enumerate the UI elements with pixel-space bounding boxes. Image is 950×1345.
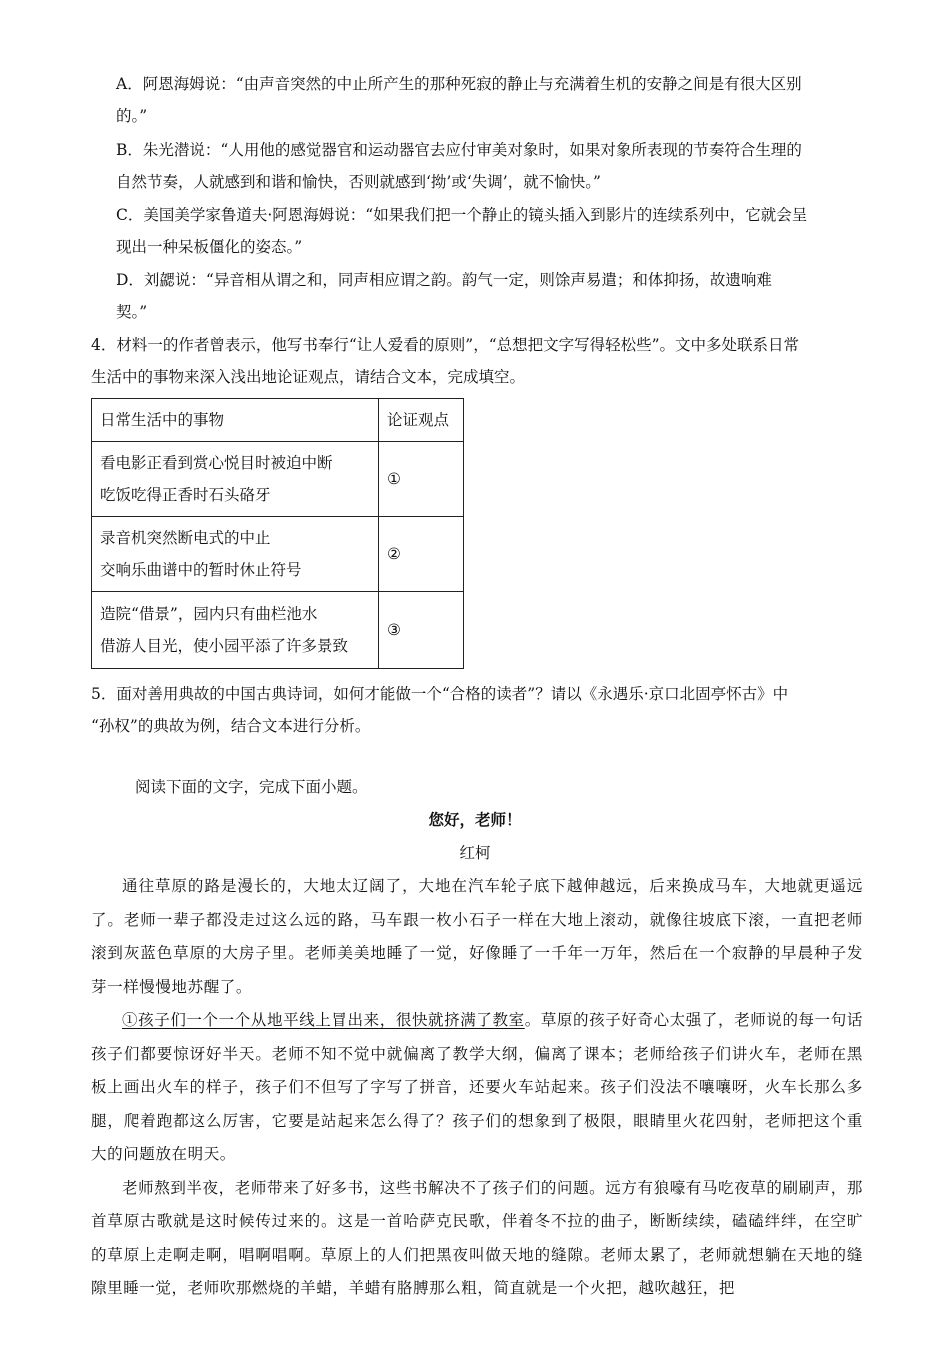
option-a-line-1: A．阿恩海姆说：“由声音突然的中止所产生的那种死寂的静止与充满着生机的安静之间是有很大区别 — [116, 75, 802, 93]
table-cell-things — [92, 442, 379, 517]
option-d-line-2: 契。” — [116, 303, 148, 321]
question-4-line-2: 生活中的事物来深入浅出地论证观点，请结合文本，完成填空。 — [91, 368, 526, 386]
table-cell-things — [92, 517, 379, 592]
table-header-viewpoint: 论证观点 — [379, 399, 464, 442]
option-b-line-1: B．朱光潜说：“人用他的感觉器官和运动器官去应付审美对象时，如果对象所表现的节奏符合生理的 — [116, 141, 802, 159]
table-item: 录音机突然断电式的中止 — [100, 529, 271, 547]
option-c-line-2: 现出一种呆板僵化的姿态。” — [116, 238, 303, 256]
paragraph-2 — [91, 1004, 863, 1172]
reading-instruction: 阅读下面的文字，完成下面小题。 — [135, 778, 368, 796]
table-item: 看电影正看到赏心悦目时被迫中断 — [100, 454, 333, 472]
table-item: 借游人目光，使小园平添了许多景致 — [100, 637, 349, 655]
article-author: 红柯 — [459, 844, 491, 862]
table-item: 吃饭吃得正香时石头硌牙 — [100, 486, 271, 504]
table-header-row — [92, 399, 464, 442]
option-a-line-2: 的。” — [116, 107, 148, 125]
article-title: 您好，老师！ — [428, 810, 522, 829]
table-cell-blank: ② — [379, 517, 464, 592]
question-5-line-2: “孙权”的典故为例，结合文本进行分析。 — [91, 717, 371, 735]
paragraph-2-rest: 。草原的孩子好奇心太强了，老师说的每一句话孩子们都要惊讶好半天。老师不知不觉中就偏离了教学大纲，偏离了课本；老师给孩子们讲火车，老师在黑板上画出火车的样子，孩子们不但写了字写了拼音，还要火车站起来。孩子们没法不嚷嚷呀，火车长那么多腿，爬着跑都这么厉害，它要是站起来怎么得了？孩子们的想象到了极限，眼睛里火花四射，老师把这个重大的问题放在明天。 — [91, 1011, 863, 1163]
table-row — [92, 517, 464, 592]
underlined-sentence-1: ①孩子们一个一个从地平线上冒出来，很快就挤满了教室 — [122, 1011, 525, 1029]
table-item: 造院“借景”，园内只有曲栏池水 — [100, 605, 318, 623]
question-4-line-1: 4．材料一的作者曾表示，他写书奉行“让人爱看的原则”，“总想把文字写得轻松些”。文中多处联系日常 — [91, 336, 800, 354]
question-5-line-1: 5．面对善用典故的中国古典诗词，如何才能做一个“合格的读者”？请以《永遇乐·京口北固亭怀古》中 — [91, 685, 789, 703]
option-d-line-1: D．刘勰说：“异音相从谓之和，同声相应谓之韵。韵气一定，则馀声易遣；和体抑扬，故遗响难 — [116, 271, 772, 289]
option-b-line-2: 自然节奏，人就感到和谐和愉快，否则就感到‘拗’或‘失调’，就不愉快。” — [116, 173, 601, 191]
table-cell-blank: ③ — [379, 592, 464, 669]
option-c-line-1: C．美国美学家鲁道夫·阿恩海姆说：“如果我们把一个静止的镜头插入到影片的连续系列中，它就会呈 — [116, 206, 808, 224]
paragraph-1: 通往草原的路是漫长的，大地太辽阔了，大地在汽车轮子底下越伸越远，后来换成马车，大地就更遥远了。老师一辈子都没走过这么远的路，马车跟一枚小石子一样在大地上滚动，就像往坡底下滚，一直把老师滚到灰蓝色草原的大房子里。老师美美地睡了一觉，好像睡了一千年一万年，然后在一个寂静的早晨种子发芽一样慢慢地苏醒了。 — [91, 877, 863, 996]
table-item: 交响乐曲谱中的暂时休止符号 — [100, 561, 302, 579]
fill-in-table — [91, 398, 464, 669]
table-row — [92, 442, 464, 517]
paragraph-3: 老师熬到半夜，老师带来了好多书，这些书解决不了孩子们的问题。远方有狼嚎有马吃夜草的刷刷声，那首草原古歌就是这时候传过来的。这是一首哈萨克民歌，伴着冬不拉的曲子，断断续续，磕磕绊绊，在空旷的草原上走啊走啊，唱啊唱啊。草原上的人们把黑夜叫做天地的缝隙。老师太累了，老师就想躺在天地的缝隙里睡一觉，老师吹那燃烧的羊蜡，羊蜡有胳膊那么粗，简直就是一个火把，越吹越狂，把 — [91, 1178, 863, 1297]
table-cell-things — [92, 592, 379, 669]
table-cell-blank: ① — [379, 442, 464, 517]
table-row — [92, 592, 464, 669]
article-body — [91, 870, 863, 1306]
table-header-things: 日常生活中的事物 — [92, 399, 379, 442]
